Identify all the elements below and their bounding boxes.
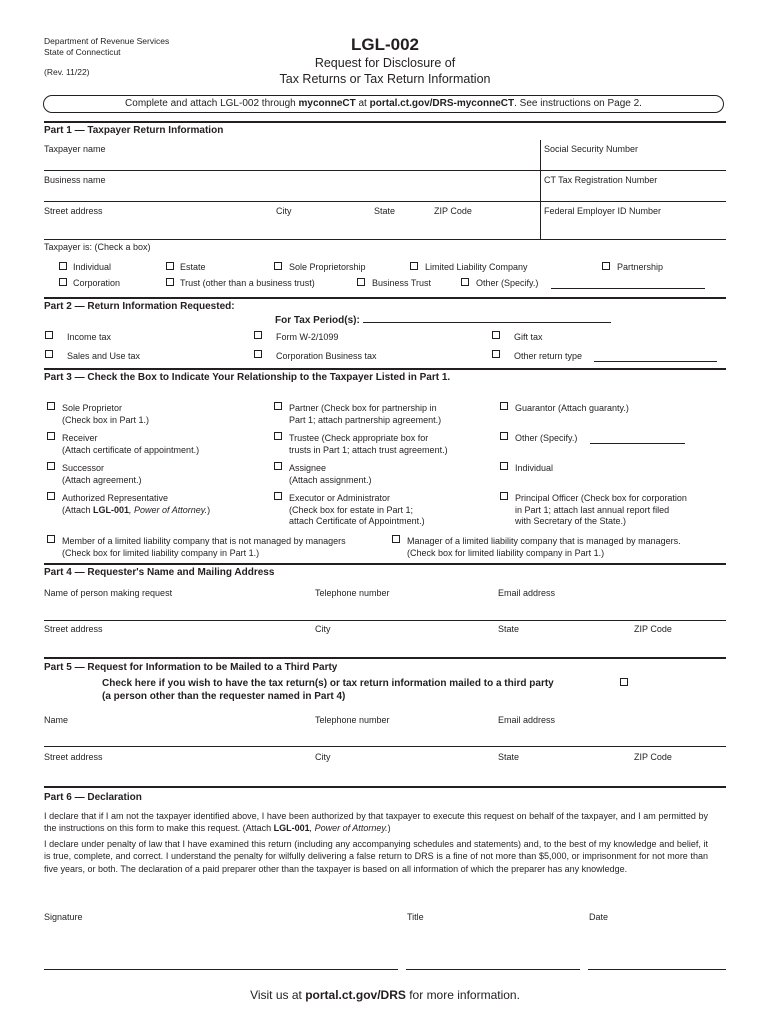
other-entity-label: Other (Specify.) — [476, 278, 539, 288]
third-party-instruction-note: (a person other than the requester named in Part 4) — [102, 691, 346, 702]
auth-rep-prefix: (Attach — [62, 504, 94, 515]
sales-use-tax-label: Sales and Use tax — [67, 351, 141, 361]
estate-checkbox[interactable] — [166, 262, 174, 270]
principal-officer-label: Principal Officer (Check box for corporation in Part 1; attach last annual report filed with Secretary of the State.) — [515, 493, 687, 526]
sole-proprietorship-checkbox[interactable] — [274, 262, 282, 270]
part6-top-rule — [44, 786, 726, 788]
title-label: Title — [407, 912, 424, 922]
footer-link[interactable]: portal.ct.gov/DRS — [305, 988, 406, 1002]
executor-checkbox[interactable] — [274, 492, 282, 500]
third-party-city-label: City — [315, 752, 331, 762]
receiver-label: Receiver (Attach certificate of appointment.) — [62, 433, 200, 455]
part6-heading: Part 6 — Declaration — [44, 792, 142, 803]
part3-heading: Part 3 — Check the Box to Indicate Your Relationship to the Taxpayer Listed in Part 1. — [44, 372, 451, 383]
other-relationship-checkbox[interactable] — [500, 432, 508, 440]
ct-registration-label: CT Tax Registration Number — [544, 175, 658, 185]
successor-label: Successor (Attach agreement.) — [62, 463, 142, 485]
form-w2-checkbox[interactable] — [254, 331, 262, 339]
llc-label: Limited Liability Company — [425, 262, 528, 272]
date-label: Date — [589, 912, 609, 922]
ssn-field[interactable] — [542, 140, 726, 166]
date-line — [588, 969, 726, 970]
manager-llc-checkbox[interactable] — [392, 535, 400, 543]
date-field[interactable] — [588, 925, 726, 969]
sole-proprietorship-label: Sole Proprietorship — [289, 262, 366, 272]
individual-relationship-label: Individual — [515, 463, 554, 473]
footer-prefix: Visit us at — [250, 988, 306, 1002]
business-name-label: Business name — [44, 175, 106, 185]
power-of-attorney-ref: , Power of Attorney. — [129, 504, 208, 515]
department-name: Department of Revenue Services — [44, 36, 170, 46]
business-name-field[interactable] — [44, 172, 540, 198]
form-title-line1: Request for Disclosure of — [314, 56, 456, 70]
notice-prefix: Complete and attach LGL-002 through — [125, 98, 299, 109]
corporation-business-tax-checkbox[interactable] — [254, 350, 262, 358]
requester-state-label: State — [498, 624, 520, 634]
fein-field[interactable] — [542, 203, 726, 237]
partnership-checkbox[interactable] — [602, 262, 610, 270]
row-rule — [44, 170, 726, 171]
other-entity-specify-line[interactable] — [551, 288, 705, 289]
footer-suffix: for more information. — [405, 988, 520, 1002]
other-return-specify-line[interactable] — [594, 361, 717, 362]
individual-label: Individual — [73, 262, 112, 272]
taxpayer-address-field[interactable] — [44, 203, 540, 237]
third-party-name-label: Name — [44, 715, 69, 725]
llc-checkbox[interactable] — [410, 262, 418, 270]
requester-zip-label: ZIP Code — [634, 624, 672, 634]
city-label: City — [276, 206, 292, 216]
sole-proprietor-label: Sole Proprietor (Check box in Part 1.) — [62, 403, 150, 425]
myconnect-name: myconneCT — [298, 98, 356, 109]
estate-label: Estate — [180, 262, 206, 272]
requester-address-field[interactable] — [44, 622, 726, 654]
other-relationship-label: Other (Specify.) — [515, 433, 578, 443]
corporation-checkbox[interactable] — [59, 278, 67, 286]
third-party-contact-field[interactable] — [44, 712, 726, 744]
guarantor-label: Guarantor (Attach guaranty.) — [515, 403, 629, 413]
other-entity-checkbox[interactable] — [461, 278, 469, 286]
lgl-001-ref: LGL-001 — [273, 823, 310, 834]
part1-heading: Part 1 — Taxpayer Return Information — [44, 125, 224, 136]
footer-note — [0, 988, 770, 1002]
notice-suffix: . See instructions on Page 2. — [514, 98, 642, 109]
receiver-checkbox[interactable] — [47, 432, 55, 440]
income-tax-label: Income tax — [67, 332, 112, 342]
zip-code-label: ZIP Code — [434, 206, 472, 216]
declaration-authorization — [44, 810, 708, 835]
part1-top-rule — [44, 121, 726, 123]
declaration-penalty: I declare under penalty of law that I have examined this return (including any accompanying schedules and statements) and, to the best of my knowledge and belief, it is true, complete, and correct. I understand the penalty for wilfully delivering a false return to DRS is a fine of not more than $5,000, or imprisonment for not more than five years, or both. The declaration of a paid preparer other than the taxpayer is based on all information of which the preparer has any knowledge. — [44, 839, 708, 874]
form-title-line2: Tax Returns or Tax Return Information — [279, 72, 491, 86]
title-line — [406, 969, 580, 970]
member-llc-checkbox[interactable] — [47, 535, 55, 543]
requester-name-label: Name of person making request — [44, 588, 173, 598]
power-of-attorney-ref: , Power of Attorney. — [309, 823, 388, 834]
part4-top-rule — [44, 563, 726, 565]
signature-field[interactable] — [44, 925, 398, 969]
income-tax-checkbox[interactable] — [45, 331, 53, 339]
trustee-label: Trustee (Check appropriate box for trusts in Part 1; attach trust agreement.) — [289, 433, 448, 455]
third-party-street-label: Street address — [44, 752, 103, 762]
executor-label: Executor or Administrator (Check box for estate in Part 1; attach Certificate of Appointment.) — [289, 493, 425, 526]
part2-heading: Part 2 — Return Information Requested: — [44, 301, 235, 312]
declaration-authorization-end: ) — [387, 823, 391, 834]
state-label: State — [374, 206, 396, 216]
individual-checkbox[interactable] — [59, 262, 67, 270]
business-trust-checkbox[interactable] — [357, 278, 365, 286]
column-divider — [540, 140, 541, 240]
sole-proprietor-checkbox[interactable] — [47, 402, 55, 410]
authorized-representative-title: Authorized Representative — [62, 493, 169, 503]
other-relationship-specify-line[interactable] — [590, 443, 685, 444]
individual-relationship-checkbox[interactable] — [500, 462, 508, 470]
signature-line — [44, 969, 398, 970]
state-name: State of Connecticut — [44, 47, 121, 57]
guarantor-checkbox[interactable] — [500, 402, 508, 410]
row-rule — [44, 746, 726, 747]
part4-heading: Part 4 — Requester's Name and Mailing Address — [44, 567, 275, 578]
notice-mid: at — [355, 98, 370, 109]
taxpayer-name-field[interactable] — [44, 140, 540, 166]
other-return-checkbox[interactable] — [492, 350, 500, 358]
sales-use-tax-checkbox[interactable] — [45, 350, 53, 358]
trust-label: Trust (other than a business trust) — [180, 278, 315, 288]
tax-periods-label — [275, 313, 611, 326]
other-return-label: Other return type — [514, 351, 583, 361]
part3-top-rule — [44, 368, 726, 370]
third-party-instruction: Check here if you wish to have the tax return(s) or tax return information mailed to a third party — [102, 678, 554, 689]
form-w2-label: Form W-2/1099 — [276, 332, 339, 342]
third-party-telephone-label: Telephone number — [315, 715, 390, 725]
partner-label: Partner (Check box for partnership in Part 1; attach partnership agreement.) — [289, 403, 442, 425]
fein-label: Federal Employer ID Number — [544, 206, 662, 216]
requester-telephone-label: Telephone number — [315, 588, 390, 598]
auth-rep-suffix: ) — [207, 504, 211, 515]
part2-top-rule — [44, 297, 726, 299]
third-party-checkbox[interactable] — [620, 678, 628, 686]
row-rule — [44, 201, 726, 202]
part5-top-rule — [44, 657, 726, 659]
requester-street-label: Street address — [44, 624, 103, 634]
principal-officer-checkbox[interactable] — [500, 492, 508, 500]
partner-checkbox[interactable] — [274, 402, 282, 410]
street-address-label: Street address — [44, 206, 103, 216]
ct-registration-field[interactable] — [542, 172, 726, 198]
myconnect-link[interactable]: portal.ct.gov/DRS-myconneCT — [369, 98, 515, 109]
row-rule — [44, 239, 726, 240]
assignee-checkbox[interactable] — [274, 462, 282, 470]
part5-heading: Part 5 — Request for Information to be Mailed to a Third Party — [44, 662, 338, 673]
gift-tax-label: Gift tax — [514, 332, 543, 342]
taxpayer-name-label: Taxpayer name — [44, 144, 106, 154]
declaration-authorization-text: I declare that if I am not the taxpayer identified above, I have been authorized by that taxpayer to execute this request on behalf of the taxpayer, and I am permitted by the instructions on this form to make this request. (Attach — [44, 811, 708, 834]
filing-notice — [43, 95, 724, 113]
trust-checkbox[interactable] — [166, 278, 174, 286]
requester-email-label: Email address — [498, 588, 556, 598]
authorized-representative-checkbox[interactable] — [47, 492, 55, 500]
corporation-label: Corporation — [73, 278, 121, 288]
assignee-label: Assignee (Attach assignment.) — [289, 463, 372, 485]
business-trust-label: Business Trust — [372, 278, 432, 288]
requester-city-label: City — [315, 624, 331, 634]
row-rule — [44, 620, 726, 621]
corporation-business-tax-label: Corporation Business tax — [276, 351, 377, 361]
third-party-state-label: State — [498, 752, 520, 762]
title-field[interactable] — [406, 925, 580, 969]
member-llc-label: Member of a limited liability company that is not managed by managers (Check box for limited liability company in Part 1.) — [62, 536, 346, 558]
third-party-email-label: Email address — [498, 715, 556, 725]
partnership-label: Partnership — [617, 262, 664, 272]
successor-checkbox[interactable] — [47, 462, 55, 470]
authorized-representative-label — [62, 493, 210, 516]
trustee-checkbox[interactable] — [274, 432, 282, 440]
revision-date: (Rev. 11/22) — [44, 67, 90, 77]
tax-periods-field[interactable] — [363, 313, 611, 323]
ssn-label: Social Security Number — [544, 144, 639, 154]
form-id: LGL-002 — [350, 35, 420, 54]
third-party-address-field[interactable] — [44, 749, 726, 781]
lgl-001-ref: LGL-001 — [93, 504, 130, 515]
third-party-zip-label: ZIP Code — [634, 752, 672, 762]
taxpayer-is-label: Taxpayer is: (Check a box) — [44, 242, 151, 252]
manager-llc-label: Manager of a limited liability company that is managed by managers. (Check box for limited liability company in Part 1.) — [407, 536, 681, 558]
signature-label: Signature — [44, 912, 83, 922]
gift-tax-checkbox[interactable] — [492, 331, 500, 339]
tax-periods-text: For Tax Period(s): — [275, 315, 360, 326]
requester-contact-field[interactable] — [44, 586, 726, 618]
